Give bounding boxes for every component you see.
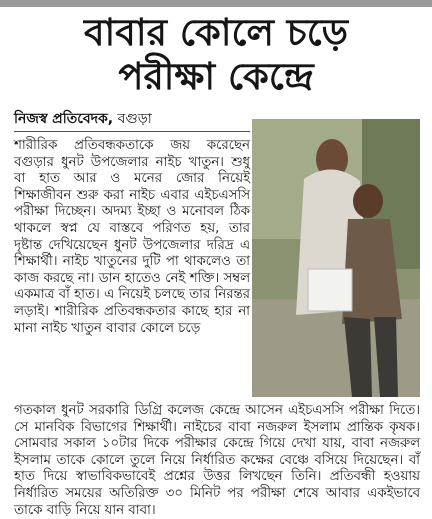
father-carrying-daughter-photo-icon (252, 119, 420, 397)
headline (0, 11, 432, 99)
headline-line-2: পরীক্ষা কেন্দ্রে (118, 55, 314, 98)
news-article (0, 7, 432, 518)
byline (14, 109, 254, 129)
article-body-column: শারীরিক প্রতিবন্ধকতাকে জয় করেছেন বগুড়ার ধুনট উপজেলার নাইচ খাতুন। শুধু বা হাত আর ও মনের জোর নিয়েই শিক্ষাজীবন শুরু করা নাইচ এবার এইচএসসি পরীক্ষা দিচ্ছেন। অদম্য ইচ্ছা ও মনোবল ঠিক থাকলে স্বপ্ন যে বাস্তবে পরিণত হয়, তার দৃষ্টান্ত দেখিয়েছেন ধুনট উপজেলার দরিদ্র এ শিক্ষার্থী। নাইচ খাতুনের দুটি পা থাকলেও তা কাজ করছে না। ডান হাতেও নেই শক্তি। সম্বল একমাত্র বাঁ হাত। এ নিয়েই চলছে তার নিরন্তর লড়াই। শারীরিক প্রতিবন্ধকতার কাছে হার না মানা নাইচ খাতুন বাবার কোলে চড়ে (14, 138, 250, 336)
article-body-continued: গতকাল ধুনট সরকারি ডিগ্রি কলেজ কেন্দ্রে আসেন এইচএসসি পরীক্ষা দিতে। সে মানবিক বিভাগের শিক্ষার্থী। নাইচের বাবা নজরুল ইসলাম প্রান্তিক কৃষক। সোমবার সকাল ১০টার দিকে পরীক্ষার কেন্দ্রে গিয়ে দেখা যায়, বাবা নজরুল ইসলাম তাকে কোলে তুলে নিয়ে নির্ধারিত কক্ষের বেঞ্চে বসিয়ে দিয়েছেন। বাঁ হাত দিয়ে স্বাভাবিকভাবেই প্রশ্নের উত্তর লিখছেন তিনি। প্রতিবন্ধী হওয়ায় নির্ধারিত সময়ের অতিরিক্ত ৩০ মিনিট পর পরীক্ষা শেষে আবার একইভাবে তাকে বাড়ি নিয়ে যান বাবা। (14, 403, 420, 518)
headline-line-1: বাবার কোলে চড়ে (83, 11, 349, 54)
byline-role: নিজস্ব প্রতিবেদক, (14, 111, 114, 127)
byline-divider (14, 131, 250, 132)
byline-place: বগুড়া (117, 111, 152, 127)
news-photo (252, 119, 420, 397)
top-rule (0, 0, 432, 7)
